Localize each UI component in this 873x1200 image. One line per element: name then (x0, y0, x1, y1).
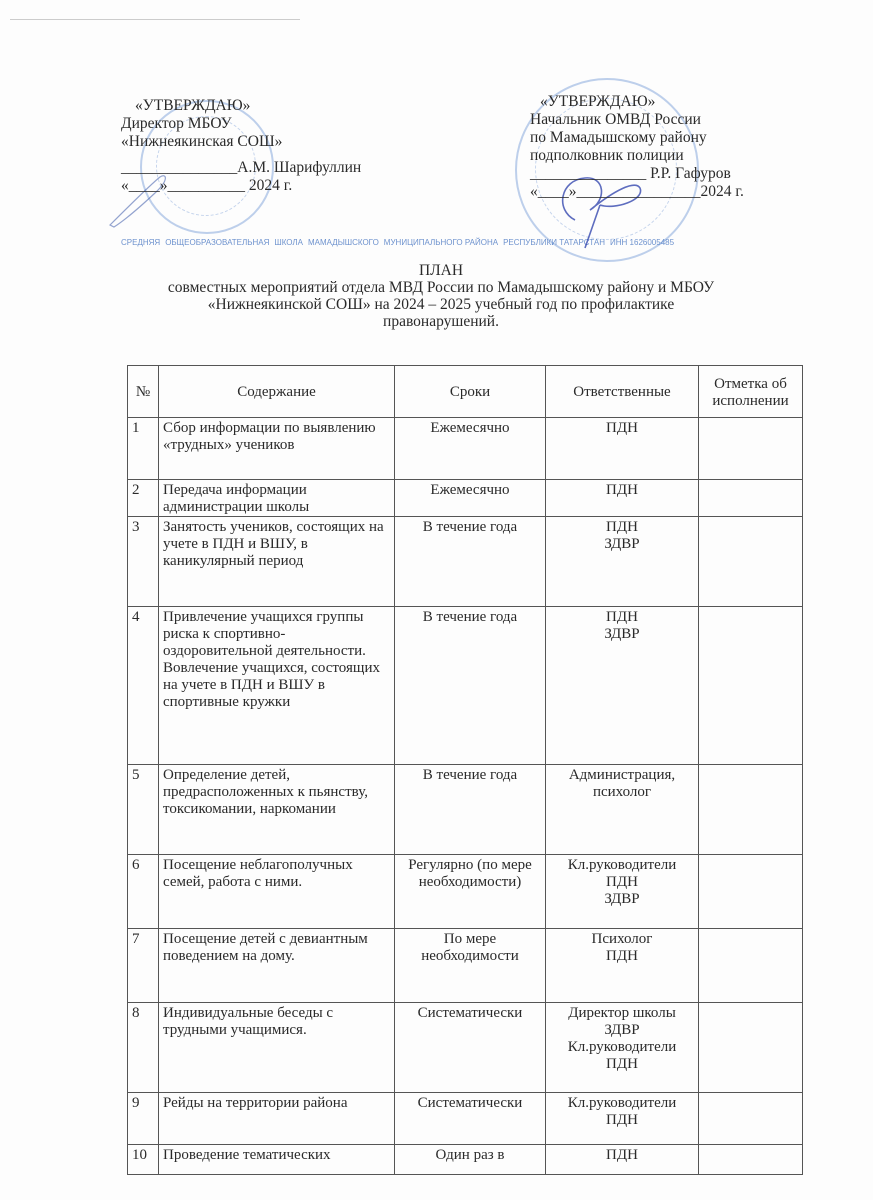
plan-table (127, 365, 803, 1175)
document-subtitle-line: совместных мероприятий отдела МВД России по Мамадышскому району и МБОУ (167, 279, 715, 296)
row-term: Один раз в (395, 1145, 546, 1175)
table-row (128, 480, 803, 517)
stamp-text-line: ОБЩЕОБРАЗОВАТЕЛЬНАЯ (165, 238, 270, 247)
responsible-entry: Директор школы (568, 1005, 676, 1021)
responsible-entry: ПДН (606, 609, 638, 625)
row-term: Систематически (395, 1003, 546, 1093)
row-number: 9 (128, 1093, 159, 1145)
row-content: Проведение тематических (159, 1145, 395, 1175)
header-content: Содержание (159, 366, 395, 418)
row-mark (699, 418, 803, 480)
table-row (128, 418, 803, 480)
stamp-text-line: РЕСПУБЛИКИ ТАТАРСТАН (503, 238, 606, 247)
row-mark (699, 929, 803, 1003)
row-content: Индивидуальные беседы с трудными учащимися. (159, 1003, 395, 1093)
table-row (128, 1003, 803, 1093)
responsible-entry: психолог (592, 784, 652, 800)
responsible-entry: ПДН (606, 874, 638, 890)
row-content: Посещение неблагополучных семей, работа с ними. (159, 855, 395, 929)
row-mark (699, 517, 803, 607)
stamp-text-line: ШКОЛА (274, 238, 304, 247)
row-term: В течение года (395, 607, 546, 765)
row-number: 8 (128, 1003, 159, 1093)
row-content: Посещение детей с девиантным поведением на дому. (159, 929, 395, 1003)
row-number: 6 (128, 855, 159, 929)
row-content: Занятость учеников, состоящих на учете в ПДН и ВШУ, в каникулярный период (159, 517, 395, 607)
row-mark (699, 855, 803, 929)
table-row (128, 1093, 803, 1145)
header-responsible: Ответственные (546, 366, 699, 418)
row-content: Сбор информации по выявлению «трудных» учеников (159, 418, 395, 480)
row-number: 4 (128, 607, 159, 765)
row-content: Передача информации администрации школы (159, 480, 395, 517)
responsible-entry: ПДН (606, 482, 638, 498)
approval-block-left (121, 97, 391, 195)
row-term: Ежемесячно (395, 480, 546, 517)
row-number: 10 (128, 1145, 159, 1175)
row-content: Рейды на территории района (159, 1093, 395, 1145)
row-mark (699, 1003, 803, 1093)
row-term: Ежемесячно (395, 418, 546, 480)
row-term: Систематически (395, 1093, 546, 1145)
responsible-entry: ПДН (606, 1112, 638, 1128)
responsible-entry: Кл.руководители (567, 1095, 677, 1111)
row-number: 5 (128, 765, 159, 855)
table-row (128, 765, 803, 855)
row-term: В течение года (395, 765, 546, 855)
table-row (128, 1145, 803, 1175)
stamp-text-line: МАМАДЫШСКОГО (308, 238, 379, 247)
approval-name: _______________ Р.Р. Гафуров (530, 165, 731, 182)
row-responsible (546, 855, 699, 929)
responsible-entry: ПДН (606, 519, 638, 535)
stamp-text-line: МУНИЦИПАЛЬНОГО РАЙОНА (383, 238, 499, 247)
responsible-entry: Кл.руководители (567, 857, 677, 873)
stamp-text-line: ИНН 1626005485 (610, 238, 675, 247)
approval-title: «УТВЕРЖДАЮ» (135, 97, 251, 114)
row-number: 3 (128, 517, 159, 607)
row-responsible (546, 929, 699, 1003)
row-mark (699, 1093, 803, 1145)
document-title-block (110, 262, 772, 330)
row-responsible (546, 517, 699, 607)
responsible-entry: Администрация, (568, 767, 676, 783)
table-row (128, 929, 803, 1003)
approval-rank: подполковник полиции (530, 147, 684, 164)
header-number: № (128, 366, 159, 418)
row-number: 1 (128, 418, 159, 480)
responsible-entry: ЗДВР (604, 626, 640, 642)
row-mark (699, 607, 803, 765)
row-number: 7 (128, 929, 159, 1003)
responsible-entry: ПДН (606, 1056, 638, 1072)
responsible-entry: ЗДВР (604, 1022, 640, 1038)
responsible-entry: Кл.руководители (567, 1039, 677, 1055)
row-content: Привлечение учащихся группы риска к спортивно-оздоровительной деятельности. Вовлечение учащихся, состоящих на учете в ПДН и ВШУ в спортивные кружки (159, 607, 395, 765)
header-term: Сроки (395, 366, 546, 418)
row-responsible (546, 765, 699, 855)
responsible-entry: ПДН (606, 420, 638, 436)
row-responsible (546, 480, 699, 517)
row-number: 2 (128, 480, 159, 517)
approval-position: Начальник ОМВД России (530, 111, 701, 128)
row-responsible (546, 418, 699, 480)
approval-date: «____»________________2024 г. (530, 183, 744, 200)
row-term: В течение года (395, 517, 546, 607)
approval-district: по Мамадышскому району (530, 129, 707, 146)
approval-name: _______________А.М. Шарифуллин (121, 159, 362, 176)
row-responsible (546, 1093, 699, 1145)
row-responsible (546, 607, 699, 765)
responsible-entry: ЗДВР (604, 891, 640, 907)
responsible-entry: ПДН (606, 1147, 638, 1163)
row-responsible (546, 1003, 699, 1093)
table-row (128, 607, 803, 765)
row-content: Определение детей, предрасположенных к пьянству, токсикомании, наркомании (159, 765, 395, 855)
responsible-entry: ЗДВР (604, 536, 640, 552)
row-mark (699, 480, 803, 517)
row-mark (699, 1145, 803, 1175)
document-subtitle-line: «Нижнеякинской СОШ» на 2024 – 2025 учебный год по профилактике (207, 296, 675, 313)
document-subtitle-line: правонарушений. (383, 313, 499, 330)
row-mark (699, 765, 803, 855)
approval-block-right (530, 93, 760, 201)
scan-top-edge (10, 19, 300, 20)
header-mark: Отметка об исполнении (699, 366, 803, 418)
approval-position: Директор МБОУ (121, 115, 232, 132)
row-term: Регулярно (по мере необходимости) (395, 855, 546, 929)
stamp-text-line: СРЕДНЯЯ (121, 238, 161, 247)
row-responsible (546, 1145, 699, 1175)
approval-title: «УТВЕРЖДАЮ» (540, 93, 656, 110)
table-header-row (128, 366, 803, 418)
row-term: По мере необходимости (395, 929, 546, 1003)
approval-date: «____»__________ 2024 г. (121, 177, 293, 194)
document-title: ПЛАН (418, 262, 464, 279)
table-row (128, 855, 803, 929)
approval-organization: «Нижнеякинская СОШ» (121, 133, 283, 150)
responsible-entry: ПДН (606, 948, 638, 964)
table-row (128, 517, 803, 607)
responsible-entry: Психолог (591, 931, 653, 947)
